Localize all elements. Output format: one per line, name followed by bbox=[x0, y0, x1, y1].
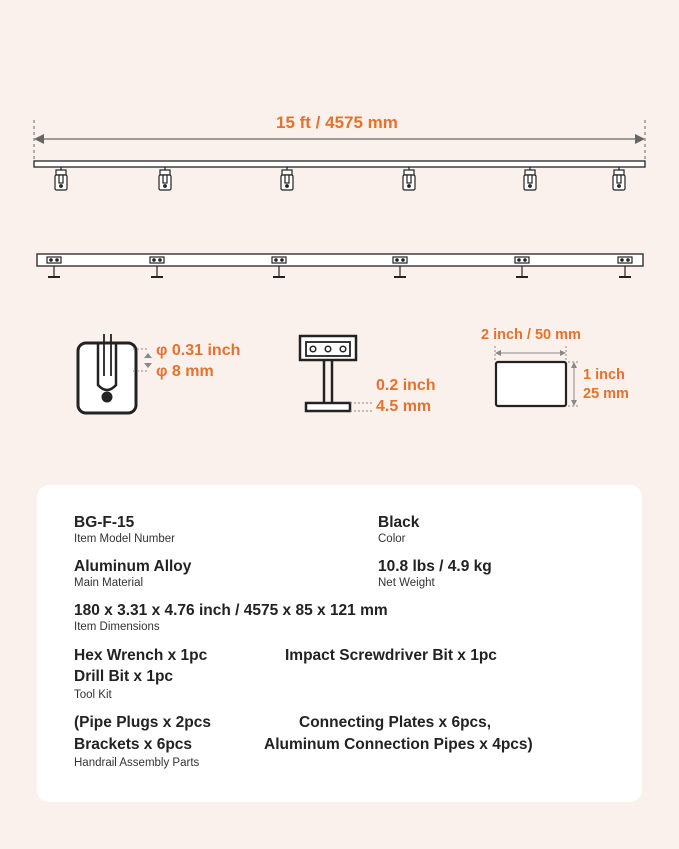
spec-dimensions-value: 180 x 3.31 x 4.76 inch / 4575 x 85 x 121 mm bbox=[74, 602, 388, 619]
assembly-line1-right: Connecting Plates x 6pcs, bbox=[299, 714, 492, 731]
height-mm-label: 25 mm bbox=[583, 386, 629, 402]
assembly-line1-left: (Pipe Plugs x 2pcs bbox=[74, 714, 211, 731]
tool-kit-label-wrap bbox=[74, 688, 112, 702]
spec-model-label: Item Model Number bbox=[74, 533, 175, 545]
front-bracket bbox=[515, 257, 529, 277]
spec-color bbox=[378, 513, 419, 546]
plate-mm-label: 4.5 mm bbox=[376, 398, 432, 415]
assembly-line2-left: Brackets x 6pcs bbox=[74, 736, 193, 753]
bracket-detail bbox=[300, 336, 372, 411]
front-bracket bbox=[47, 257, 61, 277]
tool-kit-line1-left: Hex Wrench x 1pc bbox=[74, 647, 208, 664]
spec-dimensions-label: Item Dimensions bbox=[74, 621, 160, 633]
spec-material-value: Aluminum Alloy bbox=[74, 558, 192, 575]
spec-material-label: Main Material bbox=[74, 577, 144, 589]
width-label: 2 inch / 50 mm bbox=[481, 327, 581, 343]
spec-weight-value: 10.8 lbs / 4.9 kg bbox=[378, 558, 492, 575]
tool-kit-label: Tool Kit bbox=[74, 689, 112, 701]
connecting-plate-detail bbox=[78, 334, 152, 413]
spec-dimensions bbox=[74, 601, 388, 634]
rail-side-view bbox=[34, 161, 645, 167]
front-bracket bbox=[150, 257, 164, 277]
front-bracket bbox=[272, 257, 286, 277]
spec-weight bbox=[378, 557, 492, 590]
assembly-line2-right: Aluminum Connection Pipes x 4pcs) bbox=[264, 736, 533, 753]
rail-front-view bbox=[37, 254, 643, 266]
top-bracket bbox=[613, 167, 625, 190]
tube-cross-section bbox=[495, 346, 580, 406]
spec-card bbox=[37, 485, 642, 802]
top-brackets bbox=[55, 167, 625, 190]
height-inch-label: 1 inch bbox=[583, 367, 625, 383]
front-bracket bbox=[618, 257, 632, 277]
plate-inch-label: 0.2 inch bbox=[376, 377, 436, 394]
spec-color-label: Color bbox=[378, 533, 406, 545]
assembly-label: Handrail Assembly Parts bbox=[74, 757, 200, 769]
assembly-label-wrap bbox=[74, 756, 199, 770]
front-bracket bbox=[393, 257, 407, 277]
spec-material bbox=[74, 557, 191, 590]
spec-weight-label: Net Weight bbox=[378, 577, 435, 589]
top-bracket bbox=[281, 167, 293, 190]
tool-kit-line2-left: Drill Bit x 1pc bbox=[74, 668, 174, 685]
tool-kit-line1-right: Impact Screwdriver Bit x 1pc bbox=[285, 647, 497, 664]
spec-model bbox=[74, 513, 175, 546]
top-bracket bbox=[159, 167, 171, 190]
top-bracket bbox=[524, 167, 536, 190]
spec-color-value: Black bbox=[378, 514, 420, 531]
top-bracket bbox=[403, 167, 415, 190]
hole-mm-label: φ 8 mm bbox=[156, 363, 214, 380]
spec-model-value: BG-F-15 bbox=[74, 514, 135, 531]
hole-inch-label: φ 0.31 inch bbox=[156, 342, 241, 359]
top-bracket bbox=[55, 167, 67, 190]
length-label: 15 ft / 4575 mm bbox=[276, 113, 398, 132]
